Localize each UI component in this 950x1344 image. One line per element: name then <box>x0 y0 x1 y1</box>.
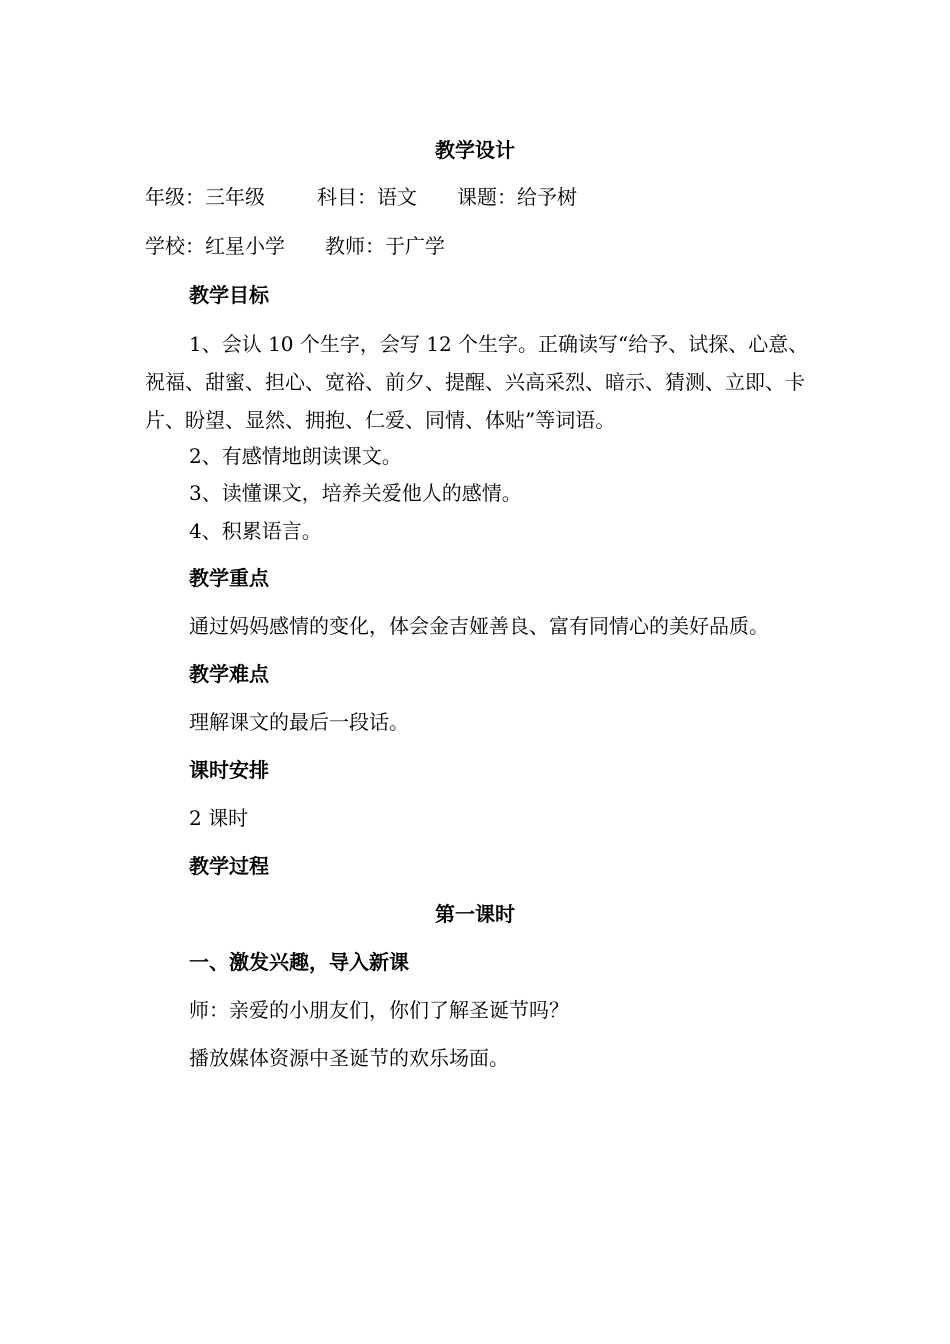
lesson-title: 第一课时 <box>435 902 515 926</box>
topic-field: 课题：给予树 <box>457 185 577 209</box>
grade-field: 年级：三年级 <box>145 185 265 209</box>
info-row-1 <box>145 184 577 210</box>
difficulties-text: 理解课文的最后一段话。 <box>189 710 409 734</box>
subject-field: 科目：语文 <box>317 185 417 209</box>
process-line-1: 师：亲爱的小朋友们，你们了解圣诞节吗？ <box>189 998 569 1022</box>
document-title: 教学设计 <box>435 138 515 162</box>
teacher-field: 教师：于广学 <box>325 234 445 258</box>
difficulties-heading: 教学难点 <box>189 662 269 686</box>
goal-item-2: 2、有感情地朗读课文。 <box>189 444 402 468</box>
key-points-text: 通过妈妈感情的变化，体会金吉娅善良、富有同情心的美好品质。 <box>189 614 769 638</box>
goal-item-1: 1、会认 10 个生字，会写 12 个生字。正确读写“给予、试探、心意、祝福、甜蜜、担心、宽裕、前夕、提醒、兴高采烈、暗示、猜测、立即、卡片、盼望、显然、拥抱、仁爱、同情、体贴”等词语。 <box>145 332 809 432</box>
goal-item-4: 4、积累语言。 <box>189 519 322 543</box>
section-heading: 一、激发兴趣，导入新课 <box>189 950 409 974</box>
info-row-2 <box>145 233 445 259</box>
key-points-heading: 教学重点 <box>189 566 269 590</box>
goal-item-3: 3、读懂课文，培养关爱他人的感情。 <box>189 481 522 505</box>
school-field: 学校：红星小学 <box>145 234 285 258</box>
schedule-heading: 课时安排 <box>189 758 269 782</box>
process-line-2: 播放媒体资源中圣诞节的欢乐场面。 <box>189 1046 509 1070</box>
process-heading: 教学过程 <box>189 854 269 878</box>
goals-heading: 教学目标 <box>189 283 269 307</box>
schedule-text: 2 课时 <box>189 806 249 830</box>
